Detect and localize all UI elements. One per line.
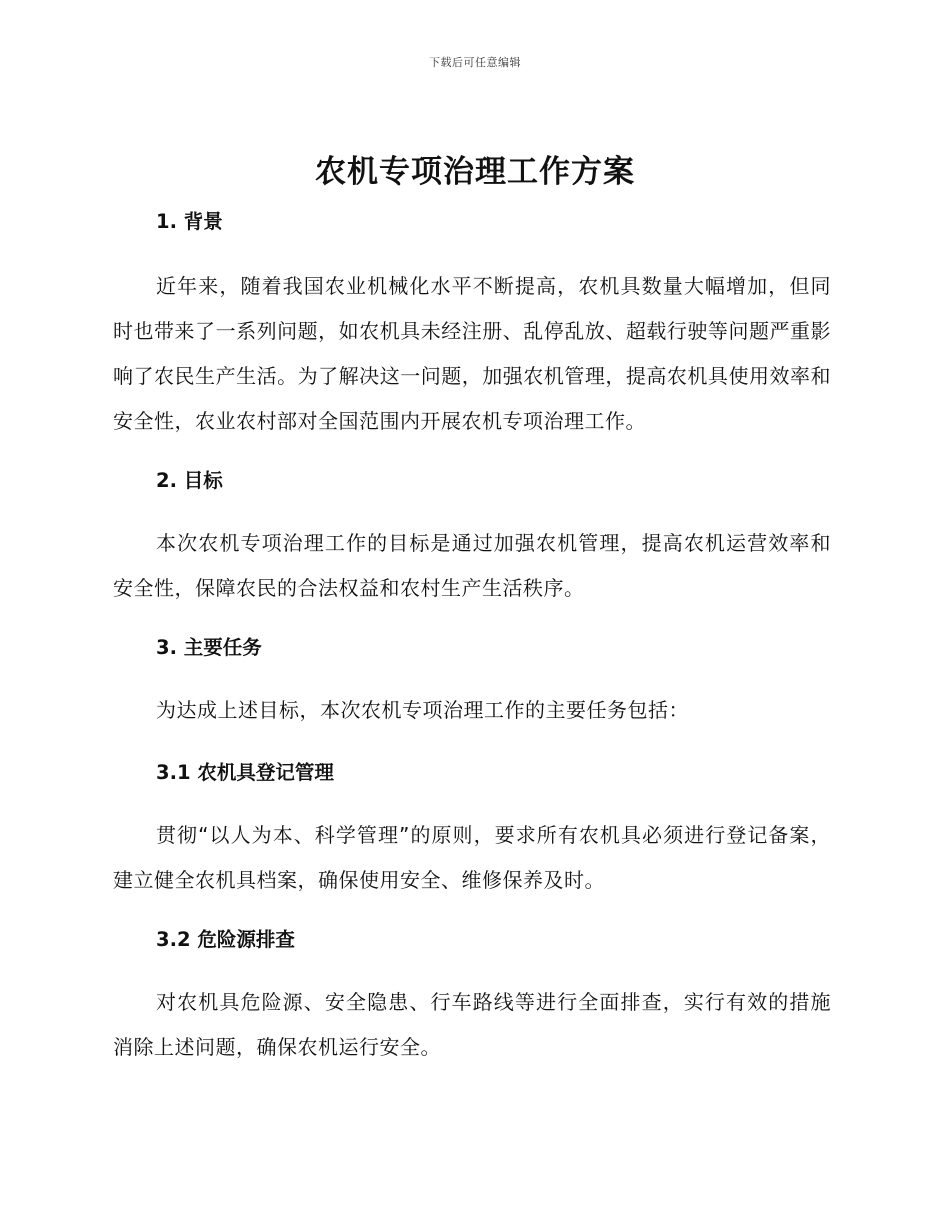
- document-body: [113, 206, 831, 1070]
- paragraph-hazard: 对农机具危险源、安全隐患、行车路线等进行全面排查，实行有效的措施消除上述问题，确保农机运行安全。: [113, 990, 831, 1059]
- section-heading-background: 1. 背景: [156, 210, 223, 233]
- section-heading-goal: 2. 目标: [156, 469, 223, 492]
- header-note: 下载后可任意编辑: [429, 56, 521, 69]
- paragraph-background: 近年来，随着我国农业机械化水平不断提高，农机具数量大幅增加，但同时也带来了一系列问题，如农机具未经注册、乱停乱放、超载行驶等问题严重影响了农民生产生活。为了解决这一问题，加强农机管理，提高农机具使用效率和安全性，农业农村部对全国范围内开展农机专项治理工作。: [113, 274, 831, 433]
- paragraph-registration: 贯彻“以人为本、科学管理”的原则，要求所有农机具必须进行登记备案，建立健全农机具档案，确保使用安全、维修保养及时。: [113, 823, 831, 892]
- paragraph-tasks: 为达成上述目标，本次农机专项治理工作的主要任务包括：: [156, 698, 689, 722]
- subsection-heading-registration: 3.1 农机具登记管理: [156, 761, 334, 784]
- paragraph-goal: 本次农机专项治理工作的目标是通过加强农机管理，提高农机运营效率和安全性，保障农民的合法权益和农村生产生活秩序。: [113, 531, 831, 600]
- section-heading-tasks: 3. 主要任务: [156, 636, 262, 659]
- subsection-heading-hazard: 3.2 危险源排查: [156, 928, 295, 951]
- document-title: 农机专项治理工作方案: [315, 154, 635, 190]
